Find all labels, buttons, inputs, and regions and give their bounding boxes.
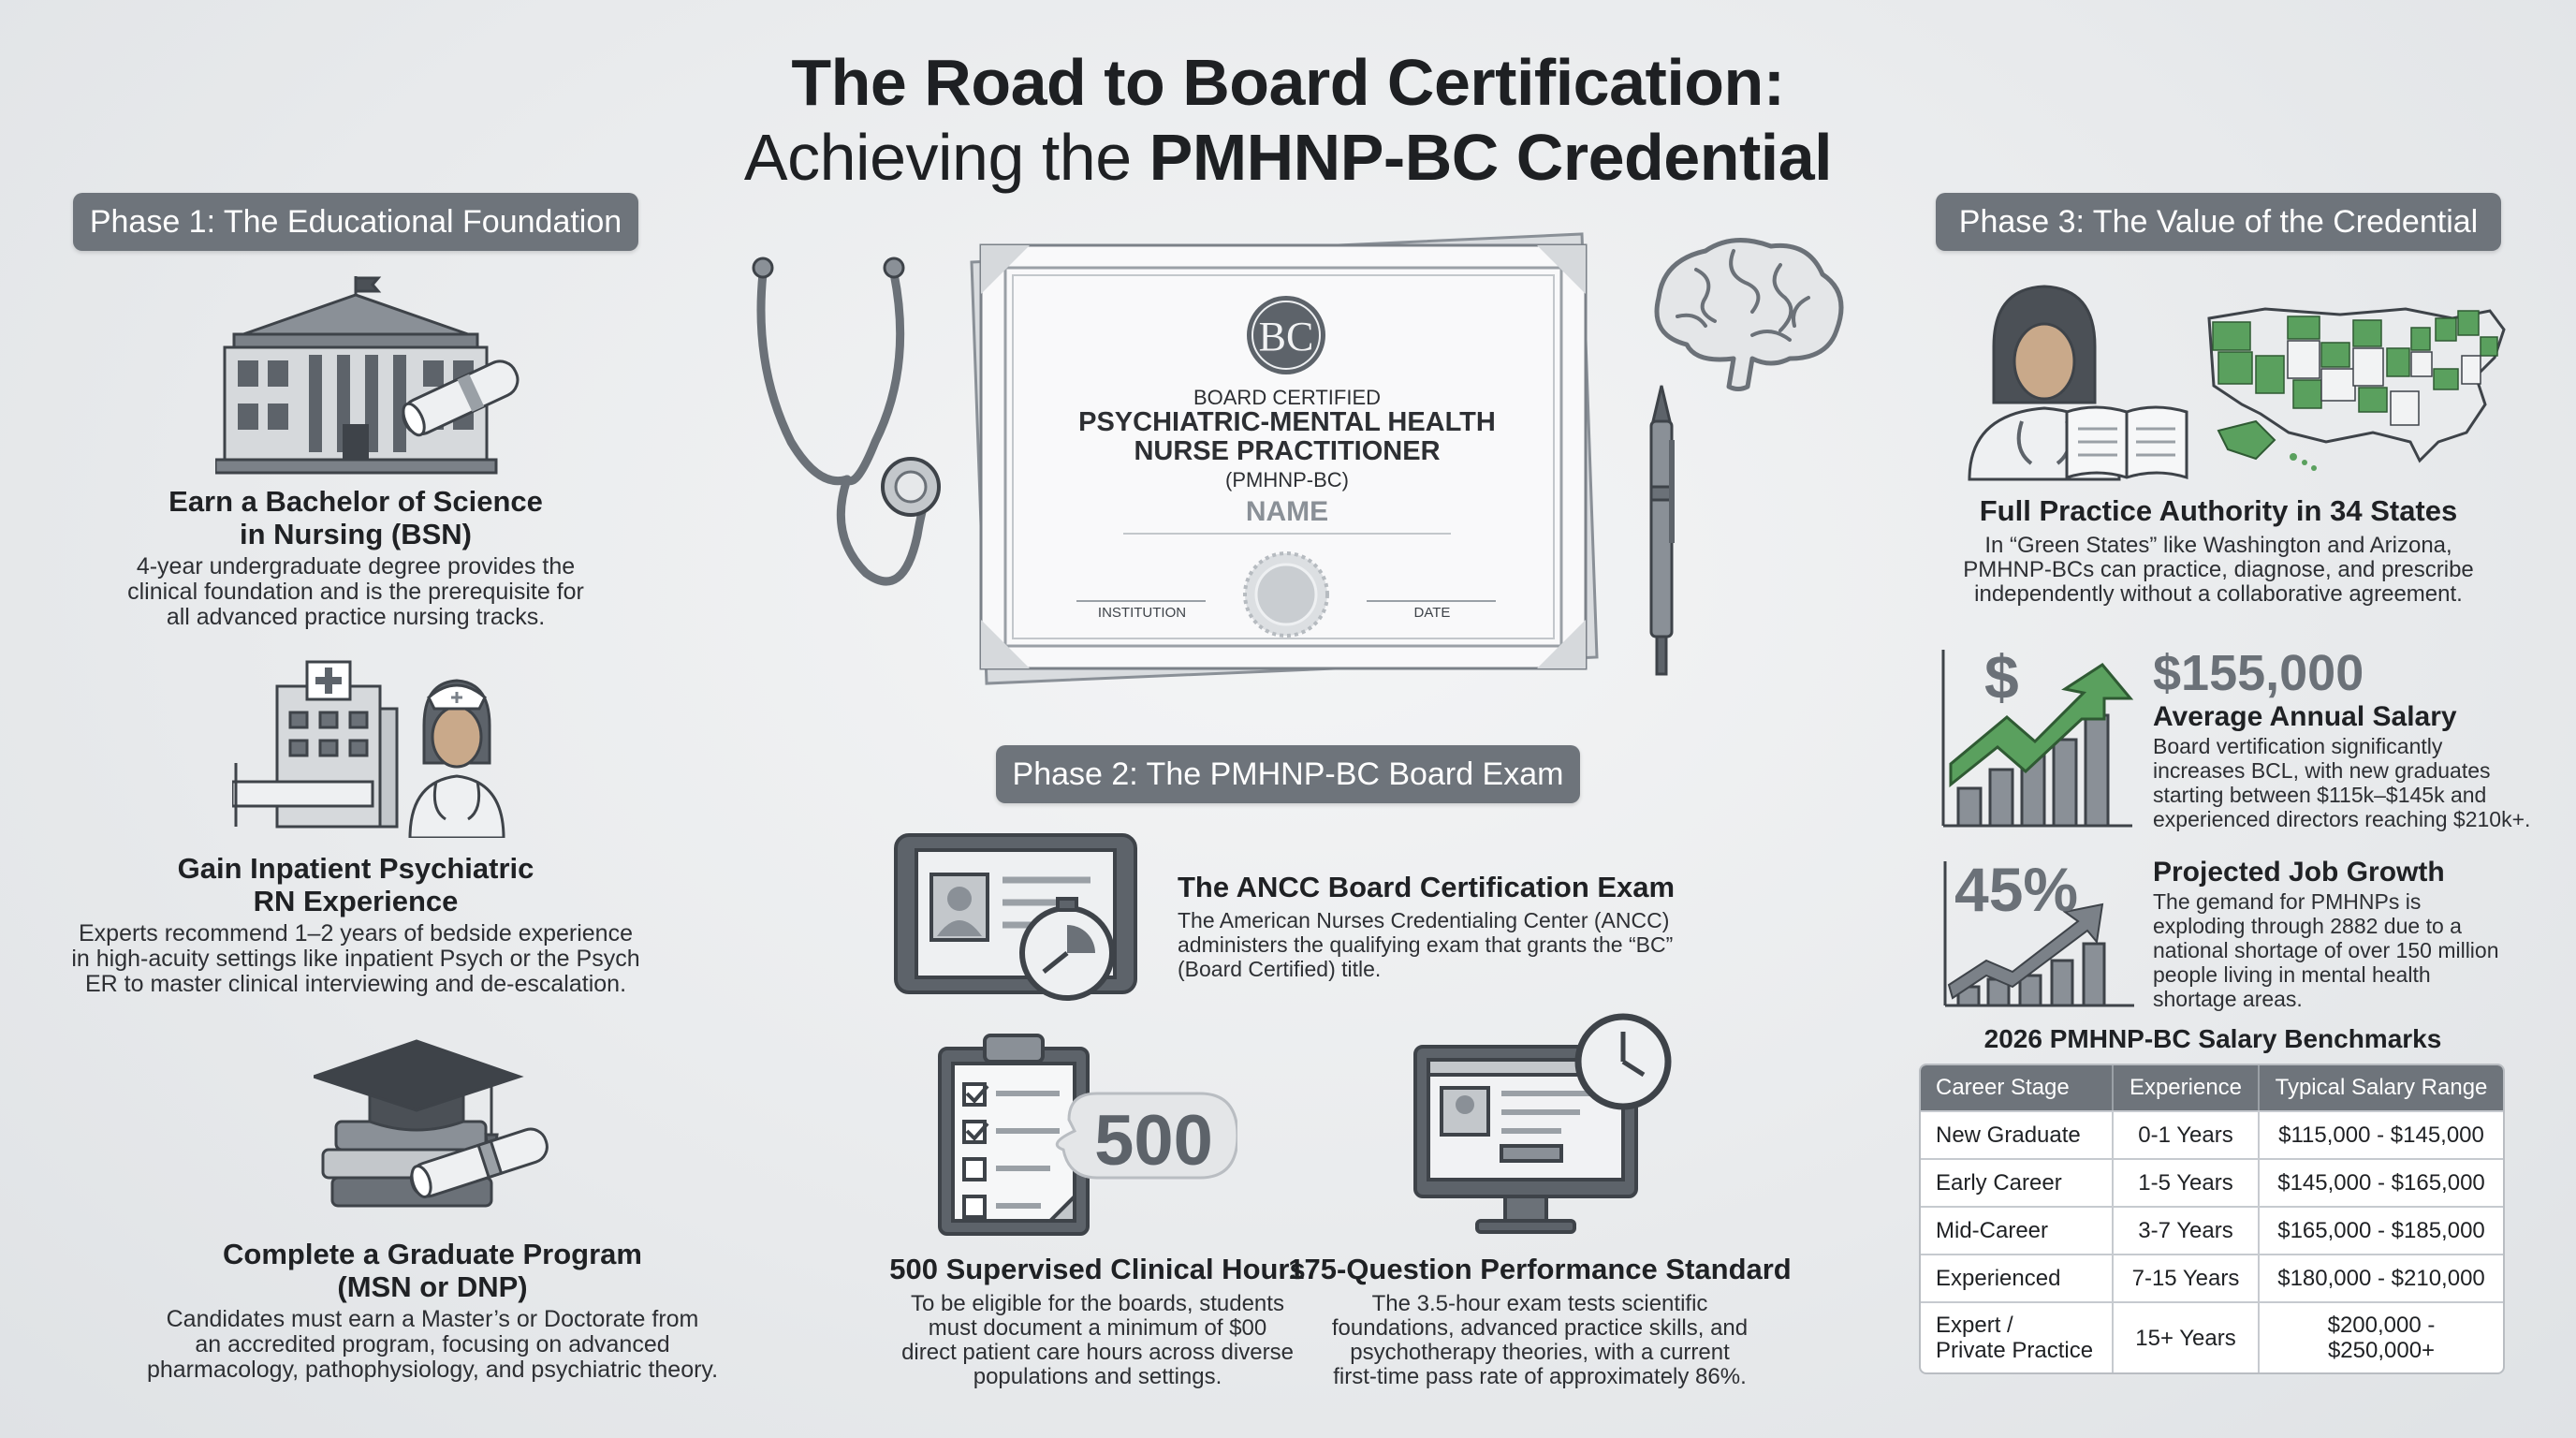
cell-stage-l1: Expert / [1936,1313,2013,1338]
cell-stage: Mid-Career [1921,1206,2114,1254]
step3-body-l1: Candidates must earn a Master’s or Doctorate from [166,1306,699,1332]
exam-body-l3: (Board Certified) title. [1178,957,1382,981]
authority-body-l1: In “Green States” like Washington and Arizona, [1984,533,2452,558]
salary-body-l3: starting between $115k–$145k and [2153,783,2487,807]
salary-body [2153,734,2530,831]
step1-heading [56,485,655,550]
step2-heading-l1: Gain Inpatient Psychiatric [177,852,534,885]
questions-body-l1: The 3.5-hour exam tests scientific [1371,1291,1708,1316]
salary-body-l1: Board vertification significantly [2153,734,2443,758]
salary-heading: Average Annual Salary [2153,701,2457,732]
step1-body-l1: 4-year undergraduate degree provides the [136,553,576,580]
growth-body-l1: The gemand for PMHNPs is [2153,889,2422,914]
cell-experience: 7-15 Years [2114,1254,2260,1301]
step2-body [56,921,655,997]
hours-body-l2: must document a minimum of $00 [928,1315,1267,1341]
page-title-line2 [0,120,2576,195]
hours-body-l3: direct patient care hours across diverse [901,1340,1294,1365]
monitor-clock-icon [1412,1013,1674,1238]
phase3-label: Phase 3: The Value of the Credential [1936,193,2501,251]
cell-experience: 15+ Years [2114,1301,2260,1372]
questions-body-l2: foundations, advanced practice skills, and [1331,1315,1749,1341]
cell-salary: $145,000 - $165,000 [2260,1158,2503,1206]
questions-body [1273,1292,1807,1389]
tablet-stopwatch-icon [894,831,1147,1005]
table-row [1921,1301,2503,1372]
certificate-board-certified: BOARD CERTIFIED [1193,386,1382,409]
svg-text:$: $ [1984,642,2019,712]
hours-body-l4: populations and settings. [973,1364,1222,1389]
certificate-title-l1: PSYCHIATRIC-MENTAL HEALTH [1078,407,1496,437]
cell-stage [1921,1301,2114,1372]
step2-body-l1: Experts recommend 1–2 years of bedside experience [79,920,633,946]
step1-heading-l2: in Nursing (BSN) [240,518,472,550]
questions-body-l3: psychotherapy theories, with a current [1350,1340,1730,1365]
authority-heading: Full Practice Authority in 34 States [1979,494,2458,527]
step1-body-l3: all advanced practice nursing tracks. [166,604,546,630]
table-row [1921,1254,2503,1301]
cell-experience: 3-7 Years [2114,1206,2260,1254]
hours-body-l1: To be eligible for the boards, students [911,1291,1284,1316]
salary-amount: $155,000 [2153,645,2364,701]
cell-experience: 1-5 Years [2114,1158,2260,1206]
authority-body-l3: independently without a collaborative agreement. [1974,581,2463,607]
title-credential: PMHNP-BC Credential [1149,121,1833,194]
hours-heading: 500 Supervised Clinical Hours [889,1253,1306,1285]
authority-body-l2: PMHNP-BCs can practice, diagnose, and prescribe [1963,557,2474,582]
growth-heading: Projected Job Growth [2153,857,2445,888]
step3-body [56,1307,809,1383]
cell-salary: $200,000 - $250,000+ [2260,1301,2503,1372]
step2-heading-l2: RN Experience [253,885,459,917]
col-header-career-stage: Career Stage [1921,1065,2114,1110]
hospital-nurse-icon [232,660,532,838]
doctor-map-icon [1966,281,2509,487]
cell-stage: Experienced [1921,1254,2114,1301]
salary-body-l2: increases BCL, with new graduates [2153,758,2491,783]
cell-stage-l2: Private Practice [1936,1338,2094,1363]
certificate-abbr: (PMHNP-BC) [1225,468,1349,492]
growth-body-l2: exploding through 2882 due to a [2153,914,2462,938]
step1-heading-l1: Earn a Bachelor of Science [168,485,543,518]
cell-salary: $115,000 - $145,000 [2260,1110,2503,1158]
growth-percent: 45% [1954,855,2079,924]
table-row [1921,1206,2503,1254]
step3-body-l3: pharmacology, pathophysiology, and psychiatric theory. [146,1357,719,1383]
step2-body-l2: in high-acuity settings like inpatient Psych or the Psych [71,946,640,972]
university-icon [215,267,534,492]
salary-chart-icon [1938,642,2134,829]
stethoscope-icon [744,253,950,599]
certificate-name: NAME [1245,496,1329,527]
col-header-salary-range: Typical Salary Range [2260,1065,2503,1110]
step1-body [56,554,655,630]
graduation-cap-icon [314,1037,557,1234]
growth-body-l5: shortage areas. [2153,987,2303,1011]
questions-body-l4: first-time pass rate of approximately 86%. [1333,1364,1747,1389]
certificate [964,225,1601,693]
salary-body-l4: experienced directors reaching $210k+. [2153,807,2531,831]
cell-stage: New Graduate [1921,1110,2114,1158]
certificate-institution: INSTITUTION [1097,605,1187,621]
certificate-title-l2: NURSE PRACTITIONER [1134,436,1441,466]
step3-heading [56,1238,809,1303]
cell-salary: $165,000 - $185,000 [2260,1206,2503,1254]
step3-body-l2: an accredited program, focusing on advanced [195,1331,670,1357]
title-prefix: Achieving the [743,121,1149,194]
cell-experience: 0-1 Years [2114,1110,2260,1158]
certificate-seal-text: BC [1258,314,1314,360]
step2-body-l3: ER to master clinical interviewing and de-escalation. [84,971,627,997]
col-header-experience: Experience [2114,1065,2260,1110]
phase1-label: Phase 1: The Educational Foundation [73,193,638,251]
exam-body-l2: administers the qualifying exam that grants the “BC” [1178,932,1674,957]
step1-body-l2: clinical foundation and is the prerequisite for [127,579,584,605]
salary-table-title: 2026 PMHNP-BC Salary Benchmarks [1983,1024,2442,1053]
step3-heading-l1: Complete a Graduate Program [223,1238,642,1270]
certificate-title [964,408,1610,466]
certificate-date: DATE [1413,605,1451,621]
growth-body-l3: national shortage of over 150 million [2153,938,2499,962]
step3-heading-l2: (MSN or DNP) [337,1270,528,1303]
growth-body [2153,889,2499,1011]
exam-body [1178,908,1673,981]
cell-stage: Early Career [1921,1158,2114,1206]
pen-icon [1638,384,1685,683]
exam-heading: The ANCC Board Certification Exam [1178,871,1676,903]
table-row [1921,1110,2503,1158]
table-row [1921,1158,2503,1206]
page-title-line1: The Road to Board Certification: [791,46,1785,119]
phase2-label: Phase 2: The PMHNP-BC Board Exam [996,745,1580,803]
hours-badge: 500 [1094,1101,1213,1181]
exam-body-l1: The American Nurses Credentialing Center (ANCC) [1178,908,1670,932]
growth-body-l4: people living in mental health [2153,962,2431,987]
step2-heading [56,852,655,917]
salary-table [1919,1064,2505,1374]
questions-heading: 175-Question Performance Standard [1288,1253,1792,1285]
authority-body [1928,534,2509,607]
cell-salary: $180,000 - $210,000 [2260,1254,2503,1301]
